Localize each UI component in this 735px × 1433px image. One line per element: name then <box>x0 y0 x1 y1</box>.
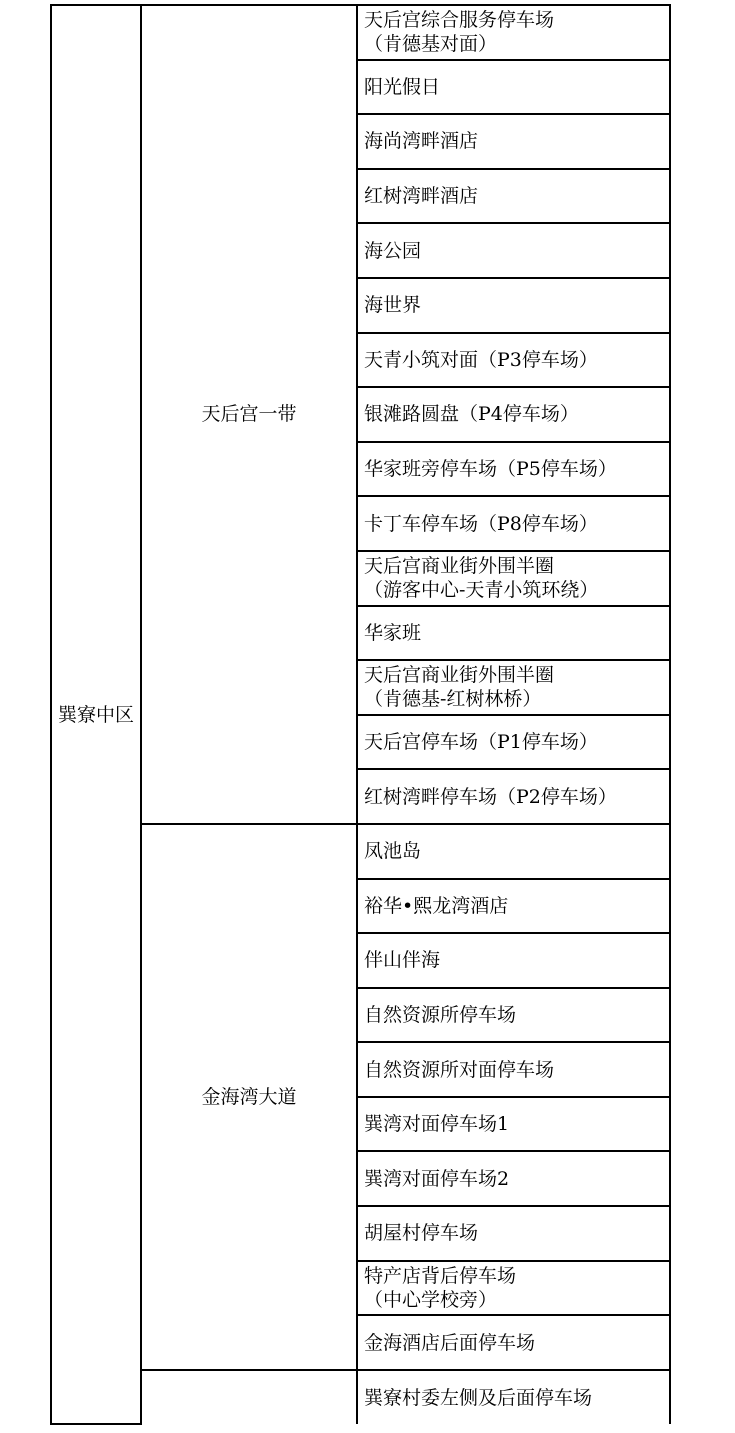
district-label: 巽寮中区 <box>57 703 134 726</box>
parking-site-cell <box>357 1206 670 1261</box>
site-name: 银滩路圆盘（P4停车场） <box>364 403 579 426</box>
parking-site-cell <box>357 1315 670 1370</box>
site-name: 天后宫商业街外围半圈 <box>364 664 555 687</box>
parking-site-cell <box>357 114 670 169</box>
area-cell <box>141 5 357 824</box>
parking-site-cell <box>357 715 670 770</box>
district-cell <box>51 5 141 1424</box>
site-name: 裕华•熙龙湾酒店 <box>364 894 509 917</box>
parking-site-cell <box>357 5 670 60</box>
parking-site-cell <box>357 769 670 824</box>
table-row <box>51 1370 670 1425</box>
parking-site-cell <box>357 387 670 442</box>
site-name: 天后宫停车场（P1停车场） <box>364 731 598 754</box>
parking-site-cell <box>357 1151 670 1206</box>
parking-site-cell <box>357 988 670 1043</box>
site-name: 海尚湾畔酒店 <box>364 130 479 153</box>
site-name: 巽湾对面停车场1 <box>364 1113 510 1136</box>
site-name: 卡丁车停车场（P8停车场） <box>364 512 598 535</box>
parking-site-cell <box>357 879 670 934</box>
site-name: 自然资源所对面停车场 <box>364 1058 555 1081</box>
site-name: 特产店背后停车场 <box>364 1264 517 1287</box>
site-name: 伴山伴海 <box>364 949 441 972</box>
site-name: 海世界 <box>364 294 422 317</box>
site-name: 天后宫综合服务停车场 <box>364 9 555 32</box>
parking-site-cell <box>357 223 670 278</box>
table-row <box>51 5 670 60</box>
parking-site-cell <box>357 60 670 115</box>
site-name: 巽湾对面停车场2 <box>364 1167 510 1190</box>
site-note: （游客中心-天青小筑环绕） <box>364 579 599 602</box>
site-note: （中心学校旁） <box>364 1288 498 1311</box>
area-label: 金海湾大道 <box>201 1085 297 1108</box>
site-name: 海公园 <box>364 239 422 262</box>
parking-site-cell <box>357 1261 670 1316</box>
parking-site-cell <box>357 442 670 497</box>
site-name: 阳光假日 <box>364 75 441 98</box>
parking-site-cell <box>357 278 670 333</box>
site-name: 华家班旁停车场（P5停车场） <box>364 458 617 481</box>
site-name: 天后宫商业街外围半圈 <box>364 555 555 578</box>
site-name: 红树湾畔停车场（P2停车场） <box>364 785 617 808</box>
site-name: 天青小筑对面（P3停车场） <box>364 348 598 371</box>
parking-site-cell <box>357 551 670 606</box>
parking-site-cell <box>357 1097 670 1152</box>
parking-site-cell <box>357 1370 670 1425</box>
site-name: 华家班 <box>364 621 422 644</box>
area-cell <box>141 824 357 1370</box>
site-name: 巽寮村委左侧及后面停车场 <box>364 1386 593 1409</box>
site-name: 红树湾畔酒店 <box>364 185 479 208</box>
table-row <box>51 824 670 879</box>
parking-site-cell <box>357 660 670 715</box>
parking-site-cell <box>357 333 670 388</box>
parking-site-cell <box>357 496 670 551</box>
parking-site-cell <box>357 933 670 988</box>
table-body <box>51 5 670 1424</box>
site-name: 自然资源所停车场 <box>364 1003 517 1026</box>
parking-site-cell <box>357 1042 670 1097</box>
parking-table <box>50 4 671 1425</box>
site-note: （肯德基-红树林桥） <box>364 688 542 711</box>
site-note: （肯德基对面） <box>364 33 498 56</box>
site-name: 金海酒店后面停车场 <box>364 1331 536 1354</box>
parking-site-cell <box>357 606 670 661</box>
area-cell <box>141 1370 357 1425</box>
area-label: 天后宫一带 <box>201 403 297 426</box>
site-name: 凤池岛 <box>364 840 422 863</box>
parking-site-cell <box>357 824 670 879</box>
parking-site-cell <box>357 169 670 224</box>
site-name: 胡屋村停车场 <box>364 1222 479 1245</box>
